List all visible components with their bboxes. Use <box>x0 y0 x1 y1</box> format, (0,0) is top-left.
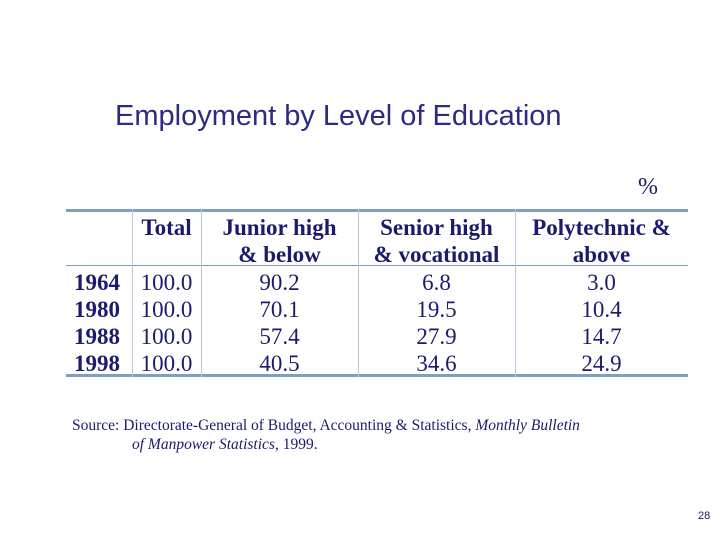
cell-senior-high: 6.8 <box>422 270 451 295</box>
cell-polytechnic: 14.7 <box>581 324 622 349</box>
cell-senior-high: 19.5 <box>416 297 457 322</box>
cell-total: 100.0 <box>140 270 193 295</box>
cell-senior-high: 27.9 <box>416 324 457 349</box>
cell-total: 100.0 <box>140 297 193 322</box>
source-prefix: Source: Directorate-General of Budget, Accounting & Statistics, <box>72 417 476 434</box>
page-number: 28 <box>698 510 711 522</box>
source-note <box>72 416 692 454</box>
table-top-rule <box>66 209 688 212</box>
cell-senior-high: 34.6 <box>416 351 457 376</box>
cell-junior-high: 70.1 <box>259 297 300 322</box>
source-continuation <box>72 435 692 454</box>
source-suffix: , 1999. <box>274 436 318 453</box>
row-year: 1964 <box>74 270 120 295</box>
row-year: 1980 <box>74 297 120 322</box>
header-junior-high-line2: & below <box>238 242 321 267</box>
cell-polytechnic: 10.4 <box>581 297 622 322</box>
header-polytechnic: Polytechnic & <box>532 215 671 240</box>
cell-polytechnic: 3.0 <box>587 270 616 295</box>
header-senior-high-line2: & vocational <box>373 242 500 267</box>
header-total: Total <box>141 215 192 240</box>
header-junior-high: Junior high <box>222 215 337 240</box>
header-senior-high: Senior high <box>380 215 493 240</box>
source-title-part2: of Manpower Statistics <box>132 436 275 453</box>
cell-polytechnic: 24.9 <box>581 351 622 376</box>
header-polytechnic-line2: above <box>572 242 631 267</box>
cell-junior-high: 90.2 <box>259 270 300 295</box>
cell-total: 100.0 <box>140 324 193 349</box>
cell-total: 100.0 <box>140 351 193 376</box>
row-year: 1998 <box>74 351 120 376</box>
source-title-part1: Monthly Bulletin <box>475 417 580 434</box>
education-table <box>66 209 688 377</box>
cell-junior-high: 57.4 <box>259 324 300 349</box>
unit-label: % <box>638 174 658 200</box>
row-year: 1988 <box>74 324 120 349</box>
cell-junior-high: 40.5 <box>259 351 300 376</box>
slide-title: Employment by Level of Education <box>115 100 562 132</box>
